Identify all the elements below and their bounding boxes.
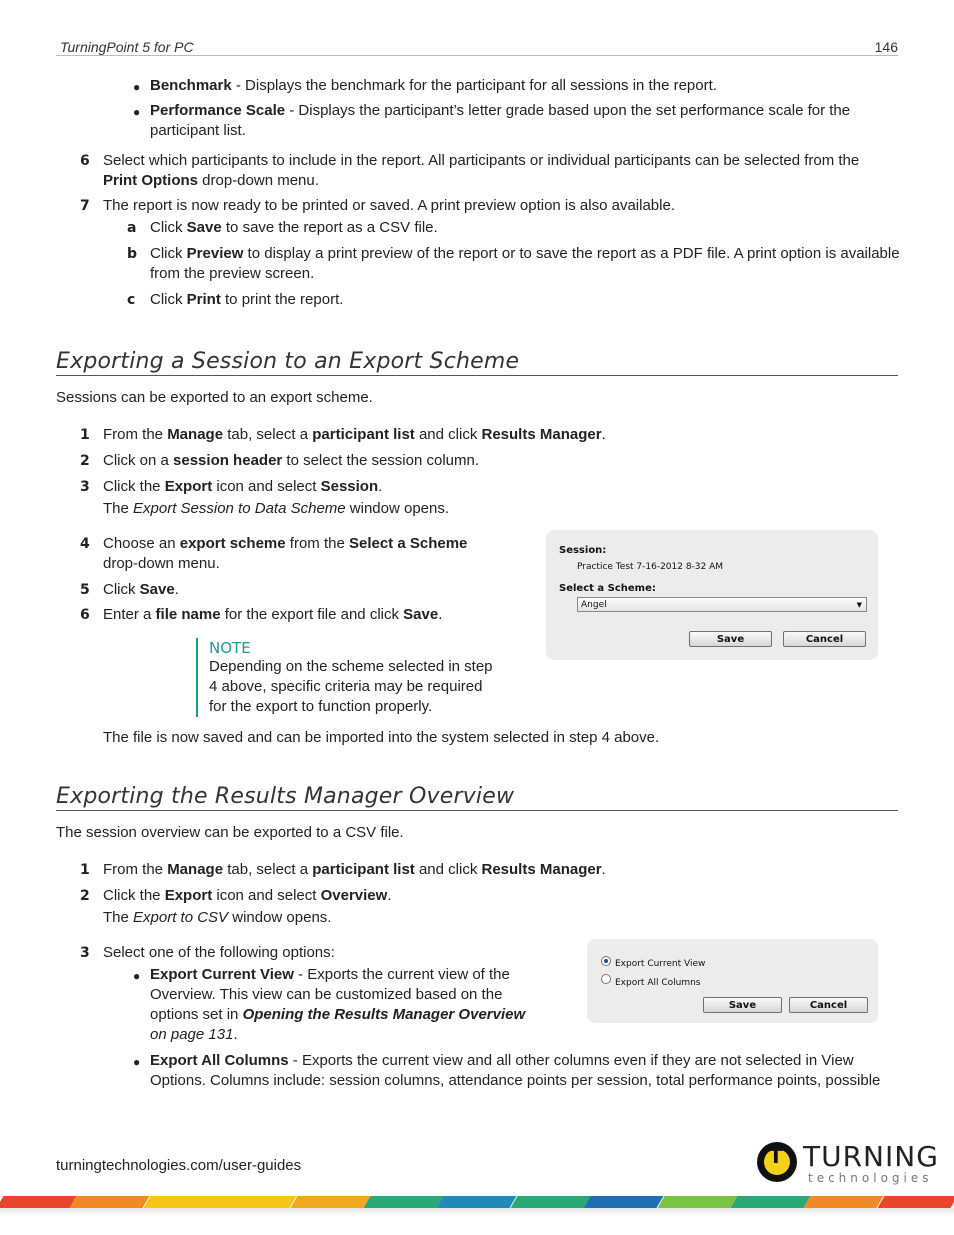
step-open-results-manager: From the Manage tab, select a participant list and click Results Manager. [103, 426, 606, 443]
bullet-performance-scale: Performance Scale - Displays the participant’s letter grade based upon the set performance scale for the participant list. [150, 102, 851, 139]
step-select-session-header: Click on a session header to select the session column. [103, 452, 480, 469]
footer-url: turningtechnologies.com/user-guides [56, 1157, 302, 1174]
footer-stripe-shadow [0, 1208, 954, 1216]
bullet-dot-icon: ● [133, 105, 141, 119]
radio-export-all-columns[interactable] [601, 974, 611, 984]
radio-label-all-columns: Export All Columns [615, 978, 701, 988]
footer-color-stripe [0, 1196, 954, 1208]
option-export-current-view: Export Current View - Exports the current view of the Overview. This view can be customized based on the options set in Opening the Results Manager Overview on page 131. [150, 966, 526, 1043]
step-select-option: Select one of the following options: [103, 944, 335, 961]
page-number: 146 [874, 39, 898, 55]
step-number: 6 [80, 607, 90, 623]
logo-wordmark: TURNING [803, 1140, 939, 1173]
step-number: 3 [80, 945, 90, 961]
substep-save: Click Save to save the report as a CSV file. [150, 219, 438, 236]
option-export-all-columns: Export All Columns - Exports the current view and all other columns even if they are not selected in View Options. Columns include: session columns, attendance points per session, total performance points, possible [150, 1052, 881, 1089]
scheme-select[interactable] [577, 597, 867, 612]
radio-export-current-view[interactable] [601, 956, 611, 966]
cancel-button[interactable]: Cancel [789, 997, 868, 1013]
step-report-ready: The report is now ready to be printed or saved. A print preview option is also available. [103, 197, 675, 214]
step-number: 6 [80, 153, 90, 169]
turning-logo-icon: T [757, 1142, 797, 1182]
step-number: 7 [80, 198, 90, 214]
note-text: Depending on the scheme selected in step 4 above, specific criteria may be required for the export to function properly. [209, 658, 493, 715]
scheme-select-value: Angel [581, 600, 607, 610]
bullet-dot-icon: ● [133, 969, 141, 983]
session-value: Practice Test 7-16-2012 8-32 AM [577, 562, 724, 572]
running-header-title: TurningPoint 5 for PC [60, 39, 194, 55]
step-number: 4 [80, 536, 90, 552]
section-intro: The session overview can be exported to a CSV file. [56, 824, 404, 841]
note-accent-bar [196, 638, 198, 717]
section-intro: Sessions can be exported to an export scheme. [56, 389, 373, 406]
step-number: 2 [80, 888, 90, 904]
substep-letter: a [127, 220, 137, 236]
step-choose-scheme: Choose an export scheme from the Select a Scheme drop-down menu. [103, 535, 468, 572]
step-click-export-overview: Click the Export icon and select Overview. [103, 887, 392, 904]
step-click-save: Click Save. [103, 581, 179, 598]
section-title-export-scheme: Exporting a Session to an Export Scheme [56, 349, 520, 374]
save-button[interactable]: Save [689, 631, 772, 647]
bullet-dot-icon: ● [133, 80, 141, 94]
section-title-results-overview: Exporting the Results Manager Overview [56, 784, 515, 809]
step-window-opens: The Export to CSV window opens. [103, 909, 332, 926]
header-divider [56, 55, 898, 56]
save-button[interactable]: Save [703, 997, 782, 1013]
session-label: Session: [559, 545, 607, 556]
substep-preview: Click Preview to display a print preview of the report or to save the report as a PDF file. A print option is available from the preview screen. [150, 245, 900, 282]
step-number: 5 [80, 582, 90, 598]
substep-letter: b [127, 246, 138, 262]
radio-label-current-view: Export Current View [615, 959, 706, 969]
section-closing: The file is now saved and can be imported into the system selected in step 4 above. [103, 729, 660, 746]
step-select-participants: Select which participants to include in the report. All participants or individual participants can be selected from the Print Options drop-down menu. [103, 152, 860, 189]
section-divider [56, 810, 898, 811]
bullet-dot-icon: ● [133, 1055, 141, 1069]
section-divider [56, 375, 898, 376]
step-window-opens: The Export Session to Data Scheme window opens. [103, 500, 450, 517]
step-open-results-manager: From the Manage tab, select a participant list and click Results Manager. [103, 861, 606, 878]
substep-print: Click Print to print the report. [150, 291, 344, 308]
chevron-down-icon: ▼ [856, 601, 862, 609]
step-enter-file-name: Enter a file name for the export file and click Save. [103, 606, 443, 623]
step-number: 1 [80, 427, 90, 443]
scheme-label: Select a Scheme: [559, 583, 656, 594]
step-number: 3 [80, 479, 90, 495]
link-opening-overview[interactable]: Opening the Results Manager Overview [242, 1006, 526, 1023]
export-session-dialog [546, 530, 878, 660]
note-title: NOTE [209, 639, 251, 657]
step-click-export-session: Click the Export icon and select Session. [103, 478, 383, 495]
step-number: 1 [80, 862, 90, 878]
bullet-benchmark: Benchmark - Displays the benchmark for the participant for all sessions in the report. [150, 77, 717, 94]
step-number: 2 [80, 453, 90, 469]
logo-subtitle: technologies [808, 1171, 933, 1185]
cancel-button[interactable]: Cancel [783, 631, 866, 647]
export-csv-dialog [587, 939, 878, 1023]
substep-letter: c [127, 292, 136, 308]
